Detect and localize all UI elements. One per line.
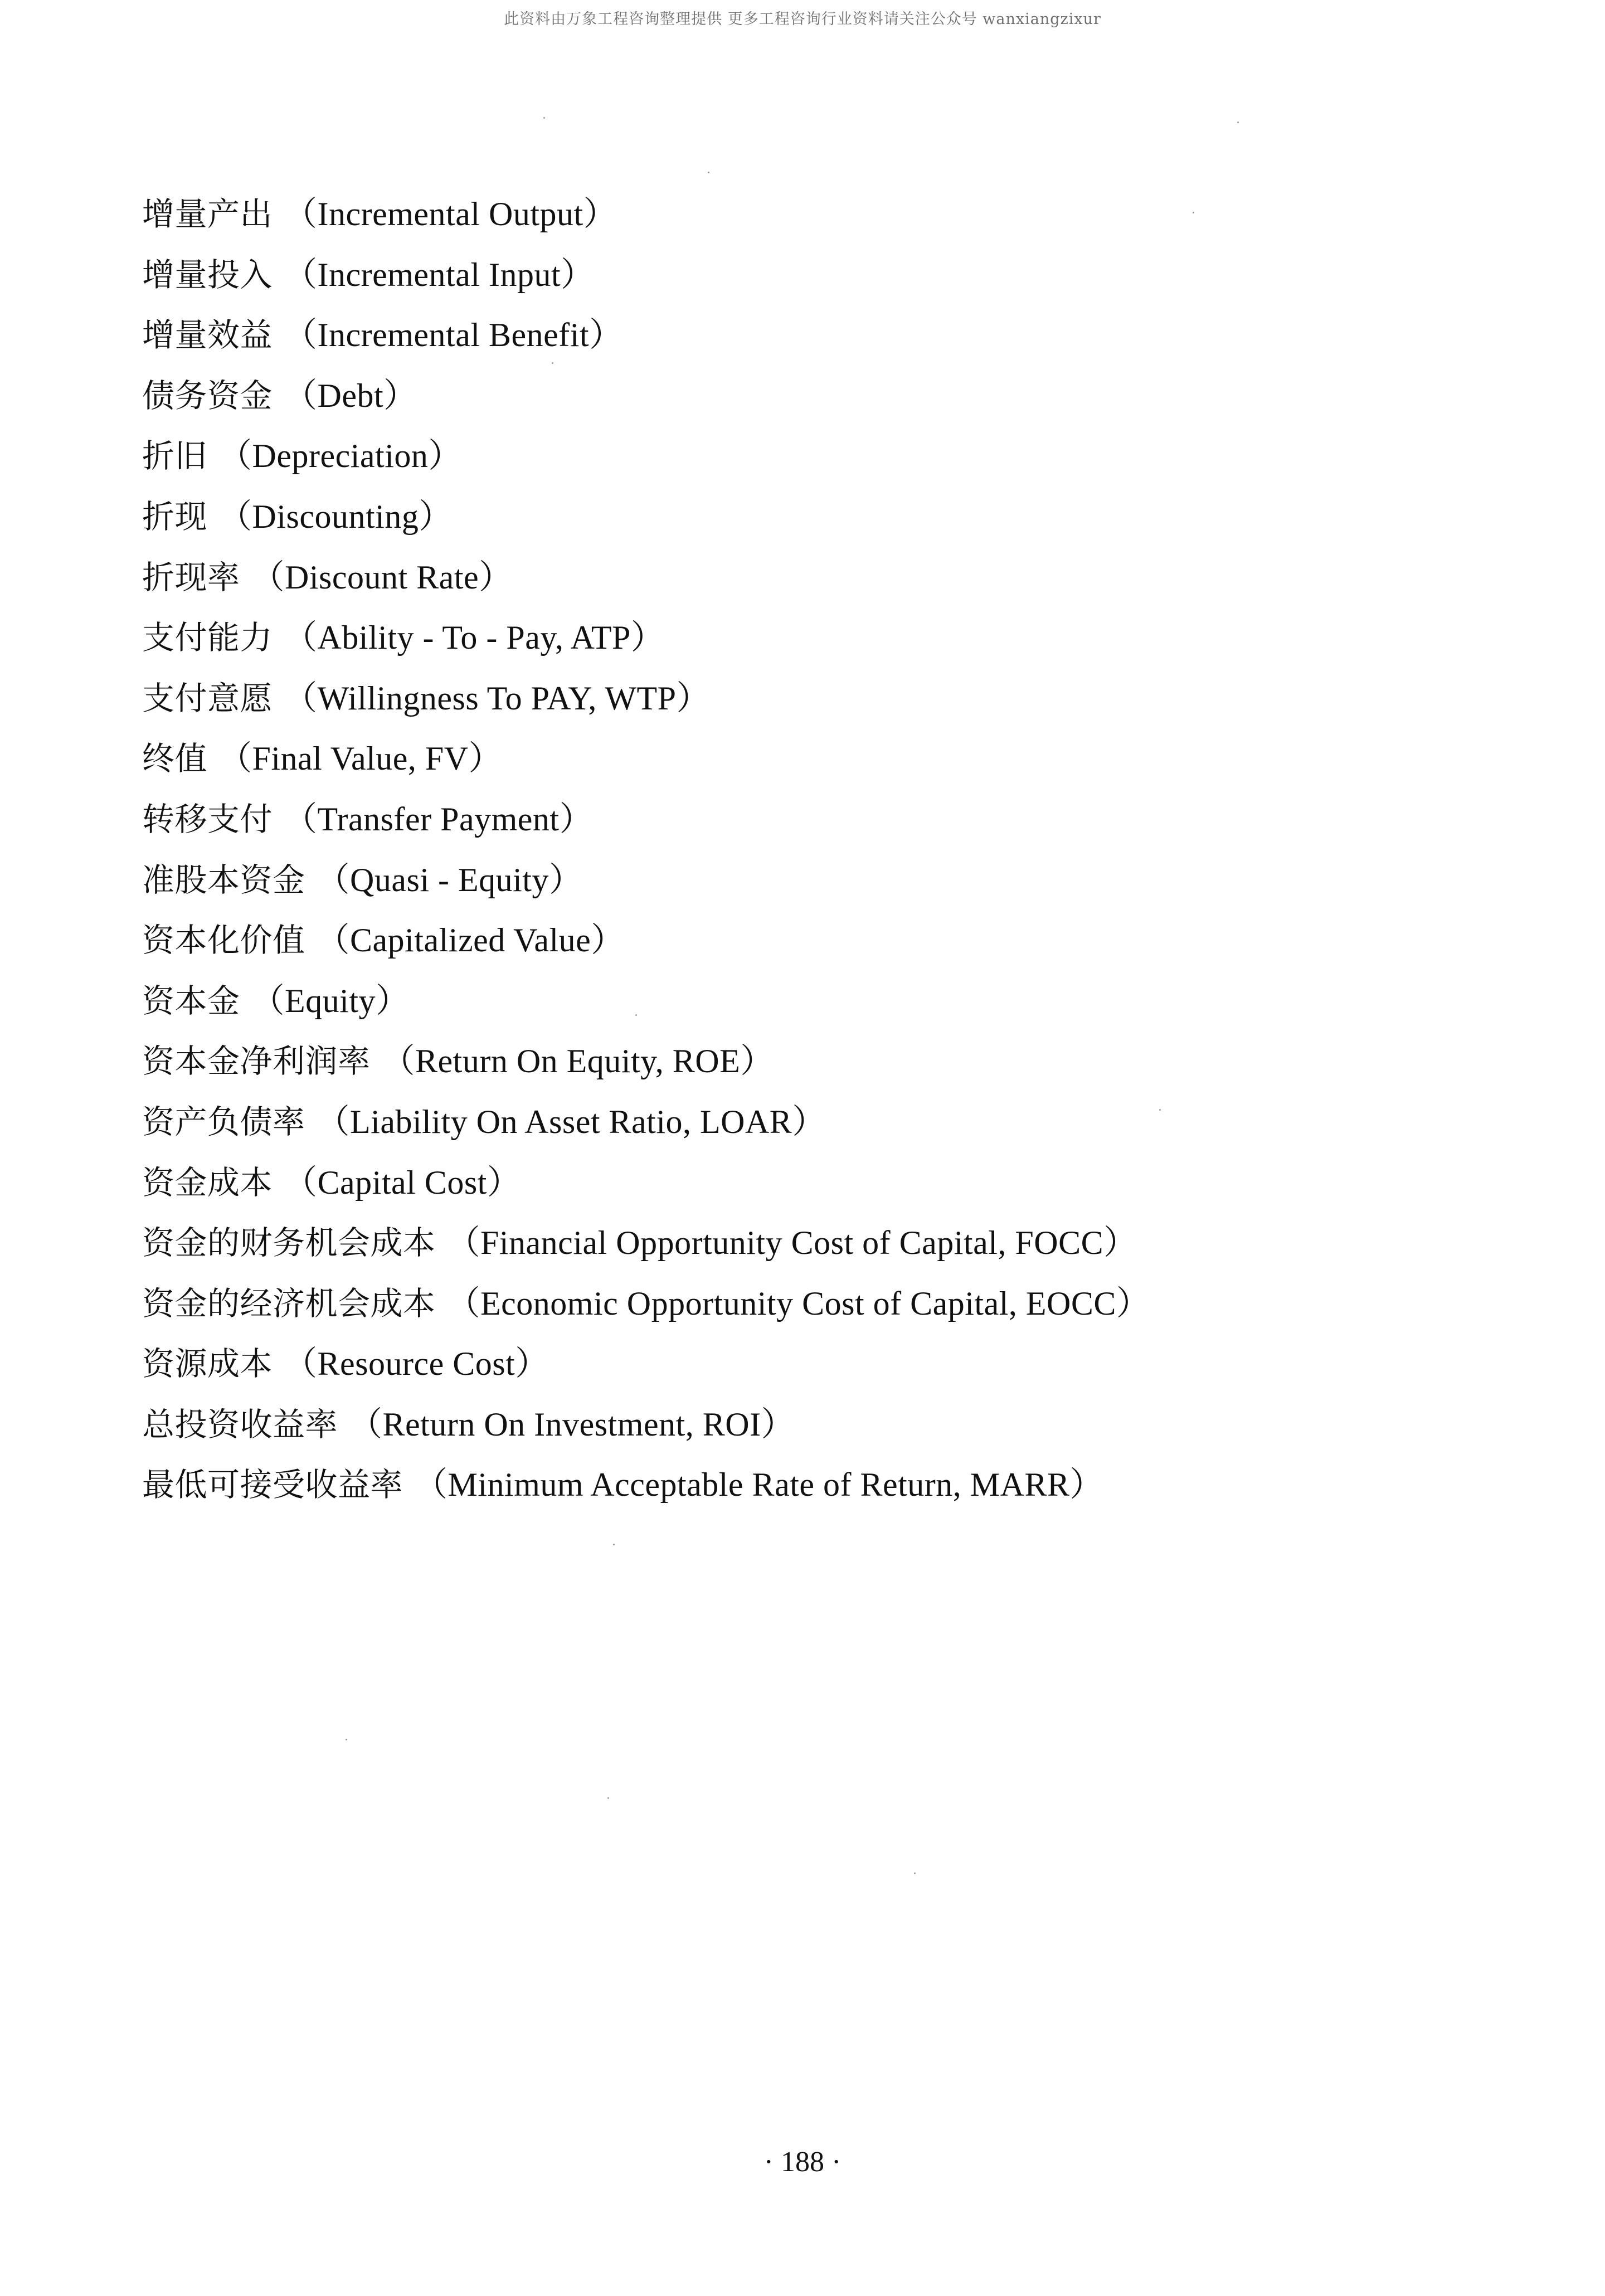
- term-english: （Debt）: [284, 377, 417, 414]
- glossary-entry: [142, 1273, 1480, 1334]
- glossary-entry: [142, 910, 1480, 971]
- term-chinese: 支付意愿: [142, 679, 273, 717]
- page-number: · 188 ·: [763, 2146, 842, 2178]
- glossary-entry: [142, 789, 1480, 850]
- scan-speck: [543, 117, 545, 119]
- glossary-entry: [142, 547, 1480, 608]
- glossary-entry: [142, 1394, 1480, 1455]
- term-english: （Return On Equity, ROE）: [381, 1043, 774, 1080]
- glossary-entry: [142, 426, 1480, 487]
- term-chinese: 资源成本: [142, 1345, 273, 1383]
- term-chinese: 债务资金: [142, 376, 273, 415]
- term-english: （Capitalized Value）: [316, 922, 625, 959]
- glossary-term-list: [142, 184, 1480, 1515]
- scan-speck: [914, 1872, 916, 1874]
- term-english: （Transfer Payment）: [284, 800, 594, 838]
- term-chinese: 资金成本: [142, 1163, 273, 1201]
- term-chinese: 资本金净利润率: [142, 1042, 371, 1081]
- term-chinese: 资产负债率: [142, 1102, 305, 1141]
- term-english: （Incremental Benefit）: [284, 317, 623, 354]
- glossary-entry: [142, 487, 1480, 547]
- term-chinese: 折现率: [142, 558, 240, 596]
- term-chinese: 支付能力: [142, 619, 273, 657]
- term-english: （Ability - To - Pay, ATP）: [284, 619, 665, 656]
- glossary-entry: [142, 1152, 1480, 1213]
- glossary-entry: [142, 850, 1480, 911]
- term-english: （Discounting）: [218, 498, 453, 535]
- term-english: （Financial Opportunity Cost of Capital, FOCC）: [446, 1224, 1137, 1262]
- glossary-entry: [142, 245, 1480, 305]
- term-chinese: 转移支付: [142, 800, 273, 838]
- term-english: （Resource Cost）: [284, 1345, 549, 1383]
- term-english: （Return On Investment, ROI）: [349, 1405, 795, 1443]
- term-english: （Liability On Asset Ratio, LOAR）: [316, 1103, 826, 1140]
- glossary-entry: [142, 728, 1480, 789]
- glossary-entry: [142, 366, 1480, 426]
- term-chinese: 资本化价值: [142, 921, 305, 960]
- scan-speck: [708, 172, 709, 173]
- glossary-entry: [142, 1334, 1480, 1394]
- term-english: （Willingness To PAY, WTP）: [284, 679, 710, 717]
- term-chinese: 资本金: [142, 981, 240, 1020]
- glossary-entry: [142, 184, 1480, 245]
- header-watermark-note: 此资料由万象工程咨询整理提供 更多工程咨询行业资料请关注公众号 wanxiangzixur: [504, 11, 1101, 28]
- glossary-entry: [142, 1031, 1480, 1092]
- term-english: （Economic Opportunity Cost of Capital, EOCC）: [446, 1285, 1150, 1322]
- term-english: （Quasi - Equity）: [316, 861, 583, 898]
- scan-speck: [346, 1739, 347, 1740]
- term-english: （Equity）: [251, 982, 410, 1019]
- term-chinese: 资金的财务机会成本: [142, 1224, 436, 1262]
- glossary-entry: [142, 305, 1480, 366]
- glossary-entry: [142, 668, 1480, 729]
- term-english: （Depreciation）: [218, 437, 462, 475]
- term-chinese: 增量产出: [142, 195, 273, 233]
- glossary-entry: [142, 1455, 1480, 1515]
- term-chinese: 折旧: [142, 437, 208, 475]
- scan-speck: [613, 1544, 615, 1545]
- term-chinese: 总投资收益率: [142, 1405, 338, 1443]
- glossary-entry: [142, 971, 1480, 1032]
- term-english: （Incremental Output）: [284, 196, 617, 232]
- scan-speck: [1193, 212, 1194, 213]
- scan-speck: [552, 362, 553, 364]
- term-english: （Minimum Acceptable Rate of Return, MARR）: [414, 1466, 1104, 1504]
- scan-speck: [1237, 121, 1239, 123]
- term-english: （Discount Rate）: [251, 558, 513, 596]
- scan-speck: [635, 1014, 637, 1016]
- term-chinese: 最低可接受收益率: [142, 1466, 403, 1504]
- term-english: （Incremental Input）: [284, 256, 595, 293]
- scan-speck: [607, 1797, 609, 1799]
- glossary-entry: [142, 1092, 1480, 1152]
- term-english: （Capital Cost）: [284, 1164, 521, 1201]
- term-english: （Final Value, FV）: [218, 740, 503, 777]
- term-chinese: 准股本资金: [142, 860, 305, 899]
- term-chinese: 折现: [142, 497, 208, 536]
- glossary-entry: [142, 607, 1480, 668]
- term-chinese: 增量效益: [142, 316, 273, 354]
- term-chinese: 终值: [142, 740, 208, 778]
- glossary-entry: [142, 1213, 1480, 1273]
- term-chinese: 资金的经济机会成本: [142, 1284, 436, 1322]
- term-chinese: 增量投入: [142, 255, 273, 294]
- scan-speck: [1159, 1109, 1161, 1111]
